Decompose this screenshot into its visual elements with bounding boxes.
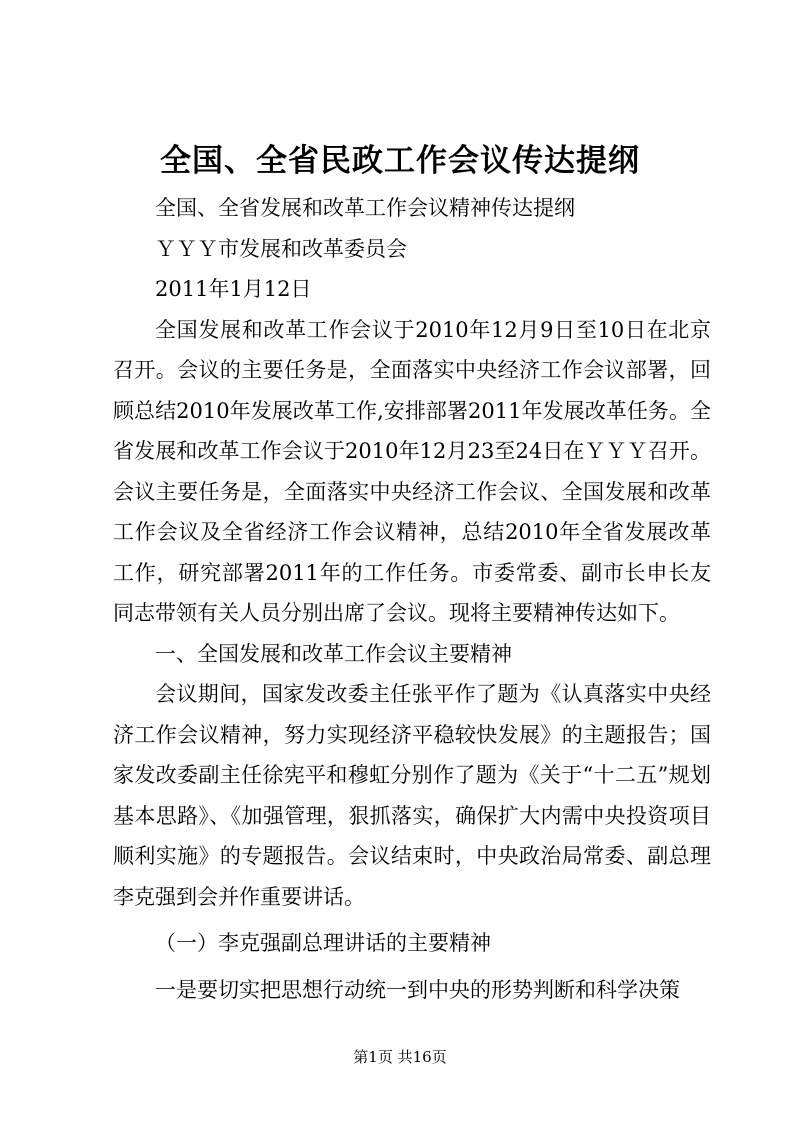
section-heading: 一、全国发展和改革工作会议主要精神 (155, 641, 512, 666)
date-paragraph: 2011年1月12日 (155, 277, 312, 301)
subtitle-paragraph: 全国、全省发展和改革工作会议精神传达提纲 (155, 196, 575, 220)
issuer-paragraph: ＹＹＹ市发展和改革委员会 (155, 236, 407, 261)
page-footer: 第1页 共16页 (353, 1048, 447, 1066)
document-title: 全国、全省民政工作会议传达提纲 (160, 143, 640, 179)
meeting-paragraph: 会议期间，国家发改委主任张平作了题为《认真落实中央经济工作会议精神，努力实现经济平稳较快发展》的主题报告；国家发改委副主任徐宪平和穆虹分别作了题为《关于“十二五”规划基本思路》、《加强管理，狠抓落实，确保扩大内需中央投资项目顺利实施》的专题报告。会议结束时，中央政治局常委、副总理李克强到会并作重要讲话。 (113, 682, 711, 909)
body-paragraph: 一是要切实把思想行动统一到中央的形势判断和科学决策 (155, 977, 680, 1002)
subsection-heading: （一）李克强副总理讲话的主要精神 (155, 931, 491, 955)
intro-paragraph: 全国发展和改革工作会议于2010年12月9日至10日在北京召开。会议的主要任务是，全面落实中央经济工作会议部署，回顾总结2010年发展改革工作,安排部署2011年发展改革任务。全省发展和改革工作会议于2010年12月23至24日在ＹＹＹ召开。会议主要任务是，全面落实中央经济工作会议、全国发展和改革工作会议及全省经济工作会议精神，总结2010年全省发展改革工作，研究部署2011年的工作任务。市委常委、副市长申长友同志带领有关人员分别出席了会议。现将主要精神传达如下。 (113, 317, 711, 625)
document-body (113, 188, 711, 1010)
